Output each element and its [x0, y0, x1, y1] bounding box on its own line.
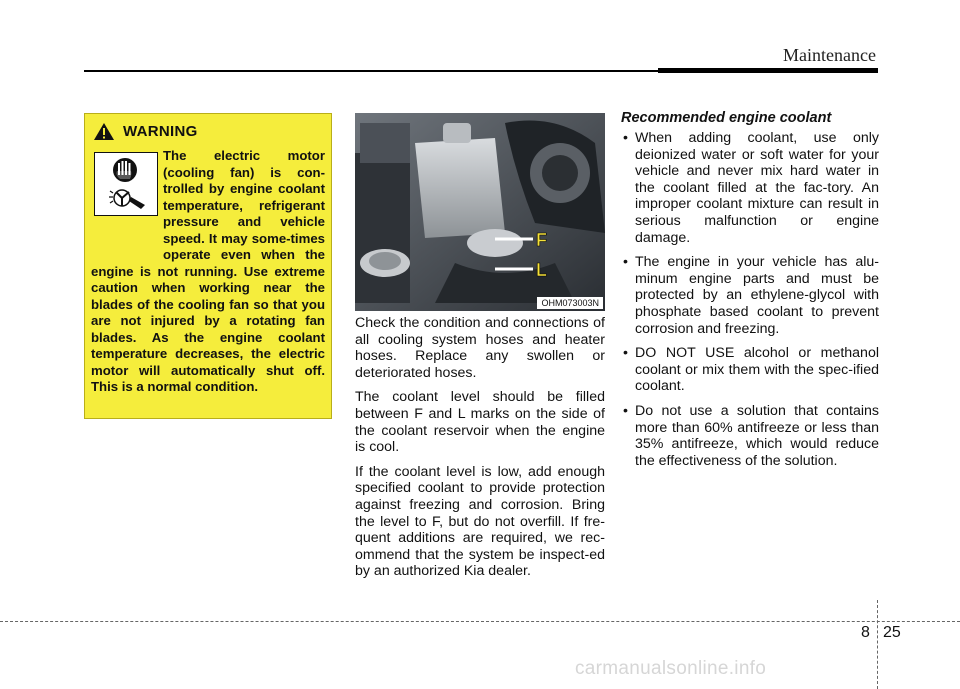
list-item: • Do not use a solution that contains more than 60% antifreeze or less than 35% antifreeze, which would reduce the effectiveness of the solution. — [623, 402, 879, 469]
paragraph: The coolant level should be filled between F and L marks on the side of the coolant reservoir when the engine is cool. — [355, 389, 605, 456]
section-title: Maintenance — [783, 45, 876, 65]
watermark: carmanualsonline.info — [575, 658, 767, 679]
coolant-bullet-list — [621, 130, 879, 477]
header-rule-accent — [658, 68, 878, 73]
coolant-subheading: Recommended engine coolant — [621, 110, 832, 126]
coolant-reservoir-illustration — [355, 113, 605, 311]
chapter-number: 8 — [861, 624, 870, 641]
warning-header — [93, 122, 198, 141]
warning-text-block — [91, 148, 325, 396]
low-mark-label: L — [536, 260, 547, 280]
bullet-icon: • — [623, 345, 628, 362]
list-item: • DO NOT USE alcohol or methanol coolant or mix them with the spec-ified coolant. — [623, 345, 879, 395]
bullet-icon: • — [623, 130, 628, 146]
footer-divider — [877, 600, 878, 689]
engine-photo — [355, 113, 605, 311]
photo-caption-code: OHM073003N — [537, 297, 603, 309]
paragraph: If the coolant level is low, add enough specified coolant to provide protection against freezing and corrosion. Bring the level to F, but do not overfill. If fre-quent additions are required, we rec-ommend that the system be inspect-ed by an authorized Kia dealer. — [355, 463, 605, 580]
warning-box — [84, 113, 332, 419]
paragraph: Check the condition and connections of all cooling system hoses and heater hoses. Replace any swollen or deteriorated hoses. — [355, 315, 605, 381]
bullet-icon: • — [623, 402, 628, 419]
warning-triangle-icon — [93, 122, 115, 141]
list-item: • When adding coolant, use only deionized water or soft water for your vehicle and never mix hard water in the coolant filled at the fac-tory. An improper coolant mixture can result in serious malfunction or engine damage. — [623, 130, 879, 246]
full-mark-label: F — [536, 230, 547, 250]
warning-title: WARNING — [123, 123, 198, 140]
footer-rule — [0, 621, 960, 622]
middle-column — [355, 315, 605, 588]
bullet-icon: • — [623, 254, 628, 271]
list-item: • The engine in your vehicle has alu-minum engine parts and must be protected by an ethylene-glycol with phosphate based coolant to prevent corrosion and freezing. — [623, 254, 879, 337]
warning-text: The electric motor (cooling fan) is con-trolled by engine coolant temperature, refrigerant pressure and vehicle speed. It may some-times operate even when the engine is not running. Use extreme caution when working near the blades of the cooling fan so that you are not injured by a rotating fan blades. As the engine coolant temperature decreases, the electric motor will automatically shut off. This is a normal condition. — [91, 148, 325, 394]
page-number: 25 — [883, 624, 901, 641]
